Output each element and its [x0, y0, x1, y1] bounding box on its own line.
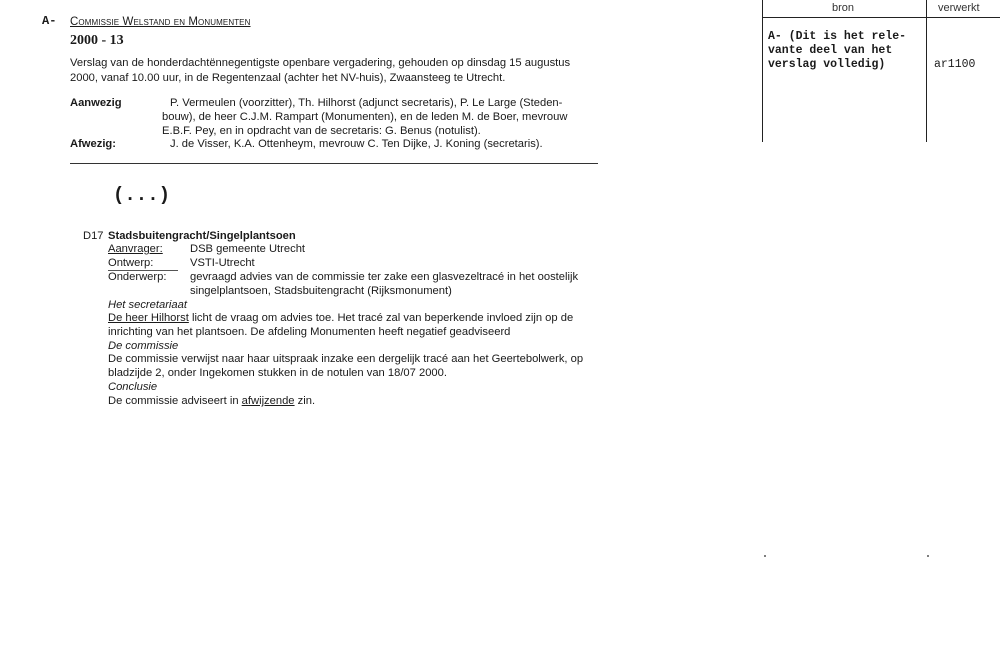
absent-line: J. de Visser, K.A. Ottenheym, mevrouw C. Ten Dijke, J. Koning (secretaris).: [170, 138, 543, 150]
present-line-1: P. Vermeulen (voorzitter), Th. Hilhorst (adjunct secretaris), P. Le Large (Steden-: [170, 97, 563, 109]
table-left-border: [762, 0, 763, 142]
header-divider: [70, 163, 598, 164]
item-title: Stadsbuitengracht/Singelplantsoen: [108, 230, 296, 242]
applicant-label: Aanvrager:: [108, 243, 163, 255]
secretariat-line-1: [108, 311, 573, 326]
design-label: Ontwerp:: [108, 257, 154, 269]
source-line-2: vante deel van het: [768, 44, 893, 57]
table-column-divider: [926, 0, 927, 142]
conclusion-end: zin.: [294, 395, 316, 407]
subject-line-2: singelplantsoen, Stadsbuitengracht (Rijksmonument): [190, 285, 452, 297]
secretariat-line-2: inrichting van het plantsoen. De afdeling Monumenten heeft negatief geadviseerd: [108, 326, 511, 338]
column-header-processed: verwerkt: [938, 2, 980, 14]
intro-line-1: Verslag van de honderdachtënnegentigste openbare vergadering, gehouden op dinsdag 15 augustus: [70, 57, 571, 69]
processed-value: ar1100: [934, 58, 976, 71]
applicant-value: DSB gemeente Utrecht: [190, 243, 306, 255]
document-marker: A-: [42, 14, 57, 28]
secretariat-line-1-text: licht de vraag om advies toe. Het tracé zal van beperkende invloed zijn op de: [188, 312, 574, 324]
conclusion-line: [108, 394, 315, 409]
commission-line-2: bladzijde 2, onder Ingekomen stukken in de notulen van 18/07 2000.: [108, 367, 447, 379]
present-label: Aanwezig: [70, 97, 122, 109]
commission-heading: De commissie: [108, 340, 179, 352]
scan-speck: [927, 555, 929, 557]
subject-line-1: gevraagd advies van de commissie ter zake een glasvezeltracé in het oostelijk: [190, 271, 579, 283]
meeting-number: 2000 - 13: [70, 33, 124, 48]
scan-speck: [764, 555, 766, 557]
committee-name: Commissie Welstand en Monumenten: [70, 16, 251, 28]
secretariat-heading: Het secretariaat: [108, 299, 187, 311]
table-header-rule: [762, 17, 1000, 18]
source-line-3: verslag volledig): [768, 58, 886, 71]
subject-label: Onderwerp:: [108, 271, 167, 283]
conclusion-text: De commissie adviseert in: [108, 395, 242, 407]
conclusion-heading: Conclusie: [108, 381, 158, 393]
design-value: VSTI-Utrecht: [190, 257, 255, 269]
omission-ellipsis: (...): [113, 184, 171, 206]
conclusion-verdict: afwijzende: [241, 395, 295, 407]
secretariat-name: De heer Hilhorst: [108, 312, 189, 324]
item-code: D17: [83, 230, 104, 242]
commission-line-1: De commissie verwijst naar haar uitspraak inzake een dergelijk tracé aan het Geertebolwerk, op: [108, 353, 584, 365]
absent-label: Afwezig:: [70, 138, 116, 150]
present-line-3: E.B.F. Pey, en in opdracht van de secretaris: G. Benus (notulist).: [162, 125, 481, 137]
source-line-1: A- (Dit is het rele-: [768, 30, 907, 43]
column-header-source: bron: [832, 2, 855, 14]
present-line-2: bouw), de heer C.J.M. Rampart (Monumenten), en de leden M. de Boer, mevrouw: [162, 111, 568, 123]
intro-line-2: 2000, vanaf 10.00 uur, in de Regentenzaal (achter het NV-huis), Zwaansteeg te Utrecht.: [70, 72, 506, 84]
